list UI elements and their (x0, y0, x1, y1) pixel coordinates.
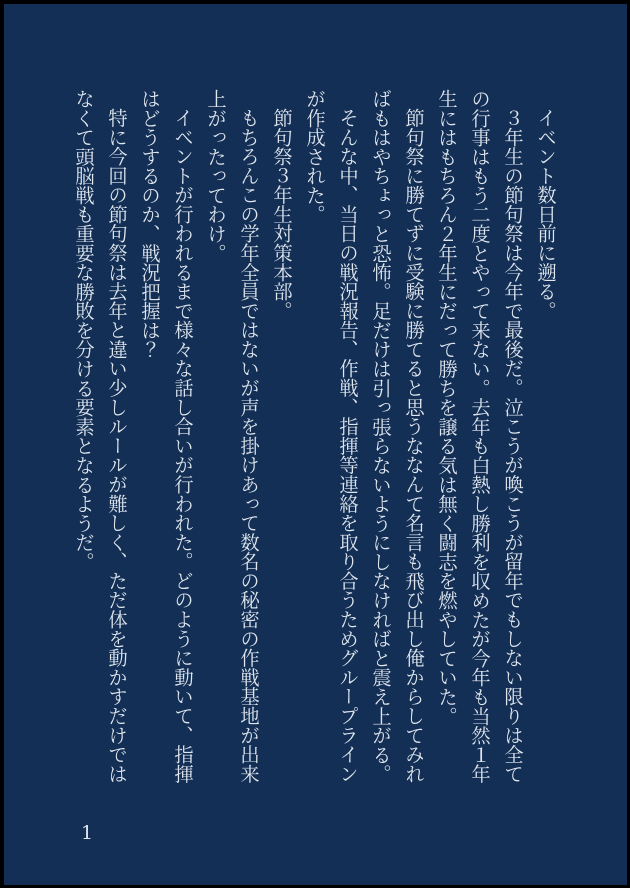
paragraph: 節句祭３年生対策本部。 (270, 108, 293, 321)
paragraph: もちろんこの学年全員ではないが声を掛けあって数名の秘密の作戦基地が出来上がったってわけ。 (204, 89, 260, 784)
page-number: 1 (81, 822, 94, 844)
paragraph: ３年生の節句祭は今年で最後だ。泣こうが喚こうが留年でもしない限りは全ての行事はもう二度とやって来ない。去年も白熱し勝利を収めたが今年も当然１年生にはもちろん２年生にだって勝ちを譲る気は無く闘志を燃やしていた。 (435, 89, 524, 784)
body-text (62, 89, 562, 789)
paragraph: イベント数日前に遡る。 (534, 108, 557, 321)
paragraph: イベントが行われるまで様々な話し合いが行われた。どのように動いて、指揮はどうするのか、戦況把握は？ (138, 89, 194, 784)
paragraph: そんな中、当日の戦況報告、作戦、指揮等連絡を取り合うためグループラインが作成された。 (303, 89, 359, 784)
paragraph: 特に今回の節句祭は去年と違い少しルールが難しく、ただ体を動かすだけではなくて頭脳戦も重要な勝敗を分ける要素となるようだ。 (72, 89, 128, 784)
paragraph: 節句祭に勝てずに受験に勝てると思うななんて名言も飛び出し俺からしてみればもはやちょっと恐怖。足だけは引っ張らないようにしなければと震え上がる。 (369, 89, 425, 784)
